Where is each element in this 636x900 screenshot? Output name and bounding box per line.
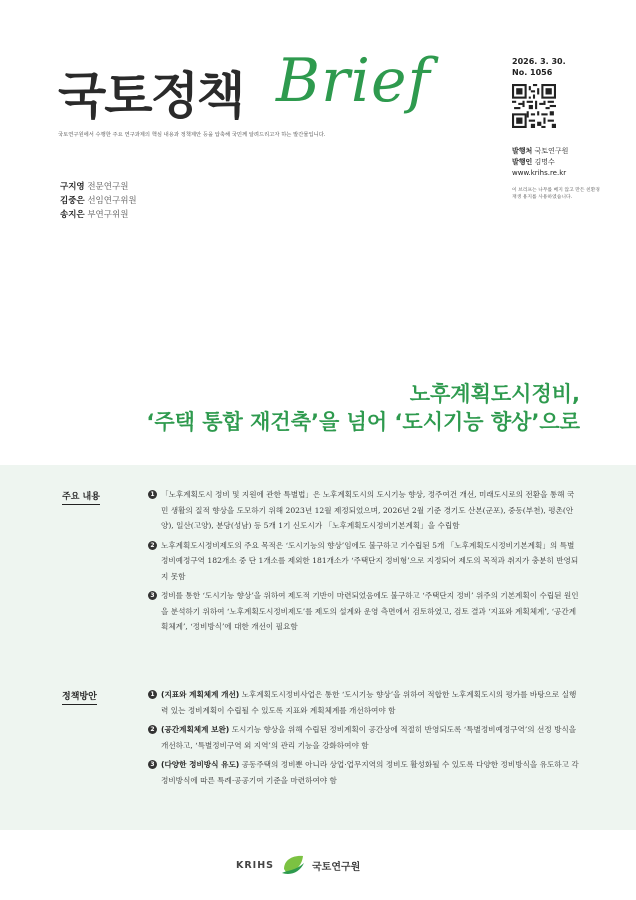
key-points-label: 주요 내용 (62, 489, 100, 505)
policy-label: 정책방안 (62, 689, 97, 705)
issuer-label: 발행인 (512, 158, 533, 166)
list-item: 2 (공간계획체계 보완) 도시기능 향상을 위해 수립된 정비계획이 공간상에 적절히 반영되도록 ‘특별정비예정구역’의 선정 방식을 개선하고, ‘특별정비구역 외 지역’의 관리 기능을 강화하여야 함 (148, 722, 580, 753)
number-badge: 3 (148, 591, 157, 600)
masthead (58, 48, 478, 128)
list-item: 1 「노후계획도시 정비 및 지원에 관한 특별법」은 노후계획도시의 도시기능 향상, 정주여건 개선, 미래도시로의 전환을 통해 국민 생활의 질적 향상을 도모하기 위해 2023년 12월 제정되었으며, 2026년 2월 기준 경기도 산본(군포), 중동(부천), 평촌(안양), 일산(고양), 분당(성남) 등 5개 1기 신도시가 「노후계획도시정비기본계획」을 수립함 (148, 487, 580, 534)
author: 김중은 선임연구위원 (60, 196, 137, 206)
number-badge: 1 (148, 490, 157, 499)
issue-number: No. 1056 (512, 68, 553, 77)
list-item: 3 (다양한 정비방식 유도) 공동주택의 정비뿐 아니라 상업·업무지역의 정비도 활성화될 수 있도록 다양한 정비방식을 유도하고 각 정비방식에 따른 특례·공공기여 기준을 마련하여야 함 (148, 757, 580, 788)
publication-title-brief: Brief (276, 46, 431, 116)
leaf-logo-icon (280, 853, 306, 877)
logo-text-ko: 국토연구원 (312, 861, 361, 873)
number-badge: 3 (148, 760, 157, 769)
publisher-info (512, 146, 622, 179)
key-points-list (148, 487, 580, 639)
summary-section (0, 465, 636, 830)
paper-note: 이 브리프는 나무를 베지 않고 만든 친환경 재생 용지를 사용하였습니다. (512, 188, 600, 200)
headline-line-1: 노후계획도시정비, (409, 382, 580, 406)
publication-title: 국토정책 (58, 67, 244, 125)
publication-tagline: 국토연구원에서 수행한 주요 연구과제의 핵심 내용과 정책제안 등을 압축해 국민께 알려드리고자 하는 발간물입니다. (58, 132, 326, 138)
headline-line-2: ‘주택 통합 재건축’을 넘어 ‘도시기능 향상’으로 (146, 410, 580, 434)
list-item: 2 노후계획도시정비제도의 주요 목적은 ‘도시기능의 향상’임에도 불구하고 기수립된 5개 「노후계획도시정비기본계획」의 특별정비예정구역 182개소 중 단 1개소를 제외한 181개소가 ‘주택단지 정비형’으로 지정되어 제도의 목적과 취지가 충분히 반영되지 못함 (148, 538, 580, 585)
issue-date: 2026. 3. 30. (512, 57, 566, 66)
website-link[interactable]: www.krihs.re.kr (512, 169, 567, 177)
publisher-name: 국토연구원 (534, 147, 569, 155)
policy-list (148, 687, 580, 792)
number-badge: 2 (148, 725, 157, 734)
issue-info (512, 56, 622, 201)
author-list (60, 180, 137, 222)
issuer-name: 김명수 (534, 158, 555, 166)
number-badge: 1 (148, 690, 157, 699)
list-item: 1 (지표와 계획체계 개선) 노후계획도시정비사업은 통한 ‘도시기능 향상’을 위하여 적합한 노후계획도시의 평가를 바탕으로 실행력 있는 정비계획이 수립될 수 있도록 지표와 계획체계를 개선하여야 함 (148, 687, 580, 718)
headline (146, 381, 580, 437)
qr-code-icon[interactable] (512, 84, 556, 128)
author: 구지영 전문연구원 (60, 182, 129, 192)
krihs-logo[interactable] (236, 850, 360, 880)
publisher-label: 발행처 (512, 147, 533, 155)
number-badge: 2 (148, 541, 157, 550)
logo-text-en: KRIHS (236, 859, 275, 871)
list-item: 3 정비를 통한 ‘도시기능 향상’을 위하여 제도적 기반이 마련되었음에도 불구하고 ‘주택단지 정비’ 위주의 기본계획이 수립된 원인을 분석하기 위하여 ‘노후계획도시정비제도’를 제도의 설계와 운영 측면에서 검토하였고, 검토 결과 ‘지표와 계획체계’, ‘공간계획체계’, ‘정비방식’에 대한 개선이 필요함 (148, 588, 580, 635)
footer (0, 830, 636, 900)
author: 송지은 부연구위원 (60, 210, 129, 220)
